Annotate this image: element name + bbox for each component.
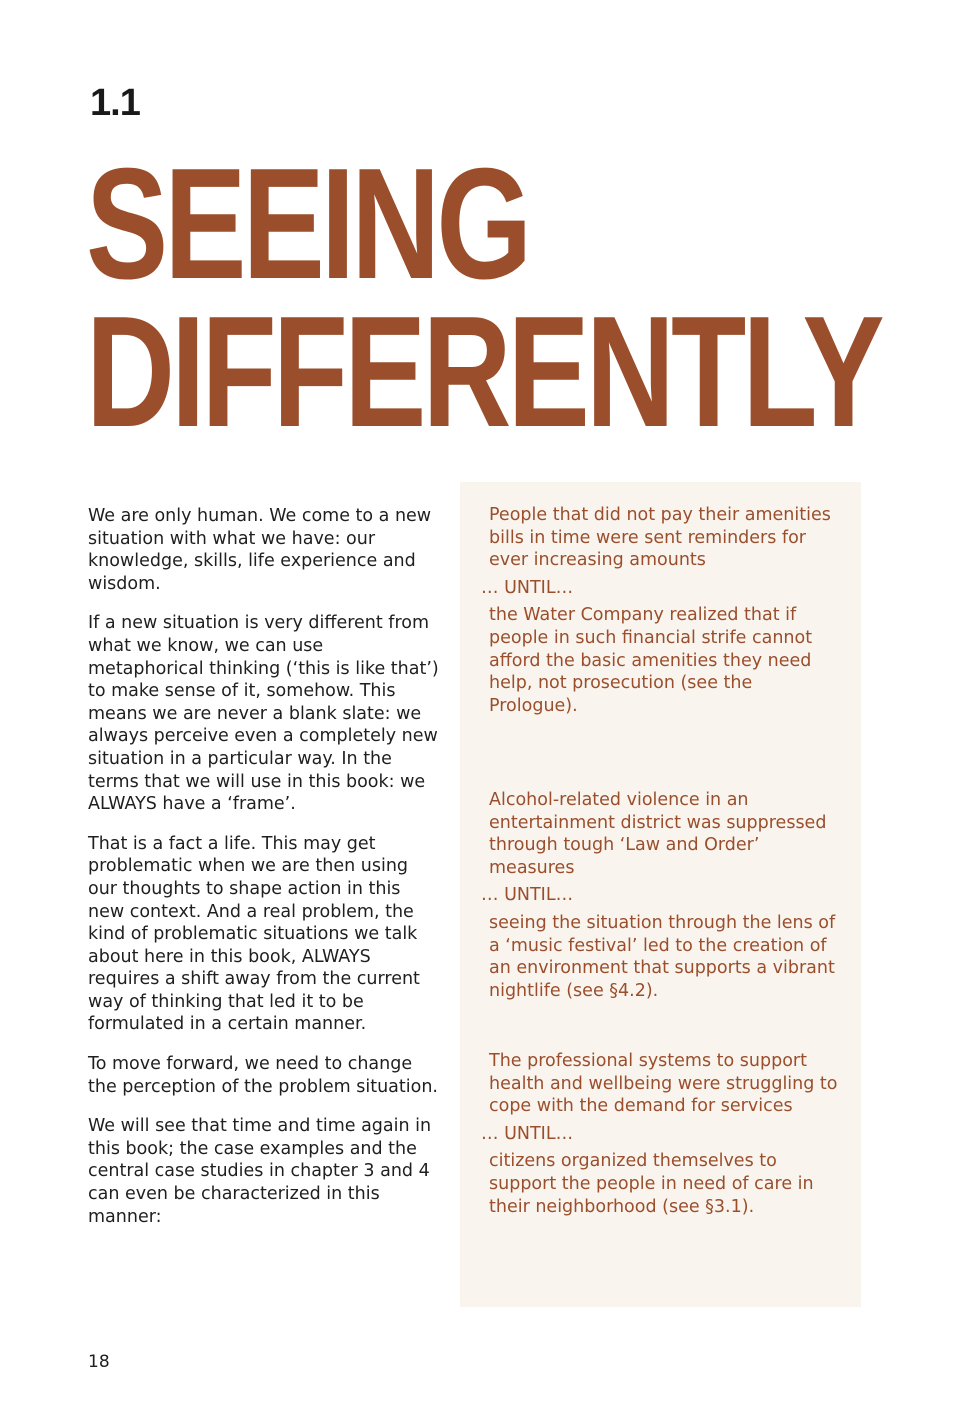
case-after: seeing the situation through the lens of a ‘music festival’ led to the creation of an environment that supports a vibrant nightlife (see §4.2). bbox=[489, 912, 836, 1001]
body-paragraph: To move forward, we need to change the perception of the problem situation. bbox=[88, 1054, 438, 1097]
case-before: People that did not pay their amenities bills in time were sent reminders for ever increasing amounts bbox=[489, 505, 831, 571]
case-examples-sidebar bbox=[460, 482, 861, 1307]
body-paragraph: We are only human. We come to a new situation with what we have: our knowledge, skills, life experience and wisdom. bbox=[88, 506, 432, 594]
page-number: 18 bbox=[88, 1352, 110, 1372]
title-line-2: DIFFERENTLY bbox=[86, 284, 881, 460]
case-until: … UNTIL… bbox=[481, 1123, 574, 1144]
title-line-1: SEEING bbox=[86, 136, 529, 312]
case-after: citizens organized themselves to support the people in need of care in their neighborhood (see §3.1). bbox=[489, 1151, 814, 1217]
body-text-column bbox=[88, 505, 440, 1245]
case-until: … UNTIL… bbox=[481, 885, 574, 906]
page-title bbox=[86, 136, 881, 460]
case-until: … UNTIL… bbox=[481, 577, 574, 598]
case-before: Alcohol-related violence in an entertainment district was suppressed through tough ‘Law and Order’ measures bbox=[489, 790, 827, 878]
body-paragraph: If a new situation is very different from what we know, we can use metaphorical thinking (‘this is like that’) to make sense of it, somehow. This means we are never a blank slate: we always perceive even a completely new situation in a particular way. In the terms that we will use in this book: we ALWAYS have a ‘frame’. bbox=[88, 613, 439, 815]
body-paragraph: That is a fact a life. This may get problematic when we are then using our thoughts to shape action in this new context. And a real problem, the kind of problematic situations we talk about here in this book, ALWAYS requires a shift away from the current way of thinking that led it to be formulated in a certain manner. bbox=[88, 833, 420, 1035]
case-before: The professional systems to support health and wellbeing were struggling to cope with the demand for services bbox=[489, 1051, 838, 1117]
case-example bbox=[481, 1050, 841, 1218]
body-paragraph: We will see that time and time again in this book; the case examples and the central case studies in chapter 3 and 4 can even be characterized in this manner: bbox=[88, 1116, 432, 1227]
section-number: 1.1 bbox=[90, 82, 140, 124]
case-example bbox=[481, 504, 841, 717]
case-after: the Water Company realized that if people in such financial strife cannot afford the basic amenities they need help, not prosecution (see the Prologue). bbox=[489, 605, 813, 716]
case-example bbox=[481, 789, 841, 1002]
